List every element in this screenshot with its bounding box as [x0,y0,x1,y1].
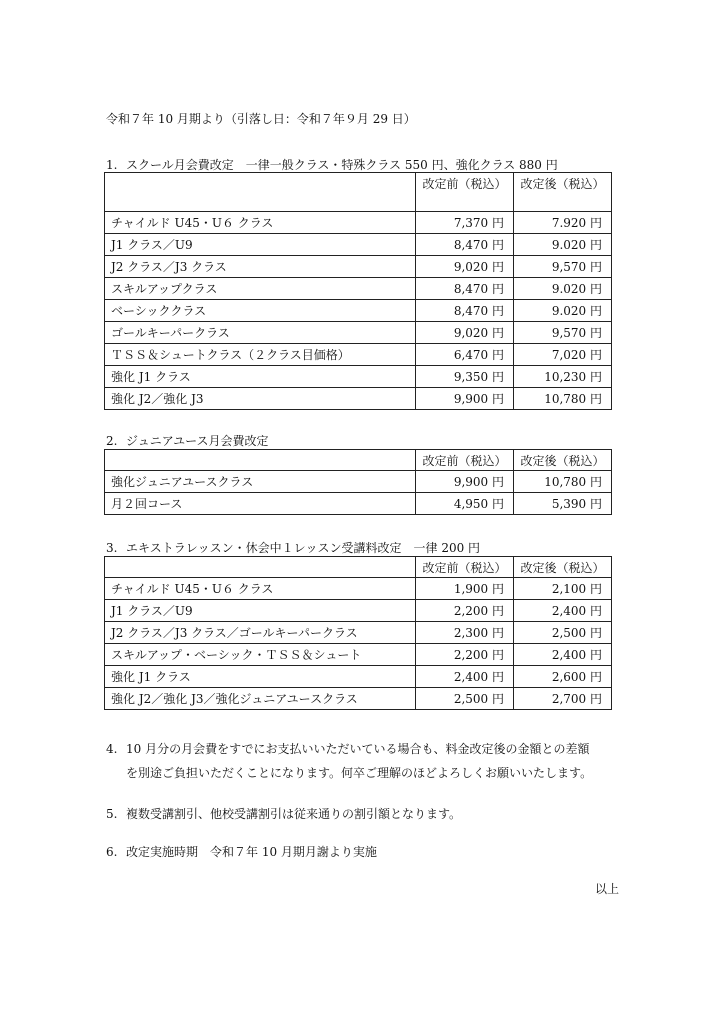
header-empty [105,557,416,578]
table-row [105,471,612,493]
table-row [105,688,612,710]
table-row [105,388,612,410]
fee-before: 8,470 円 [416,300,514,322]
class-name: ＴＳＳ＆シュートクラス（２クラス目価格） [105,344,416,366]
class-name: ゴールキーパークラス [105,322,416,344]
fee-after: 9,570 円 [514,256,612,278]
header-after: 改定後（税込） [514,450,612,471]
fee-after: 10,780 円 [514,388,612,410]
fee-after: 5,390 円 [514,493,612,515]
fee-after: 2,700 円 [514,688,612,710]
class-name: 月２回コース [105,493,416,515]
table-header-row [105,450,612,471]
fee-before: 9,900 円 [416,471,514,493]
class-name: J2 クラス／J3 クラス [105,256,416,278]
fee-after: 2,500 円 [514,622,612,644]
fee-before: 9,350 円 [416,366,514,388]
table-row [105,366,612,388]
header-before: 改定前（税込） [416,557,514,578]
section1-number: 1. [106,158,118,172]
table-row [105,212,612,234]
fee-before: 2,300 円 [416,622,514,644]
class-name: J1 クラス／U9 [105,234,416,256]
header-before: 改定前（税込） [416,450,514,471]
fee-before: 2,500 円 [416,688,514,710]
table-row [105,493,612,515]
table-row [105,600,612,622]
class-name: スキルアップクラス [105,278,416,300]
school-fee-table [104,172,612,410]
class-name: J2 クラス／J3 クラス／ゴールキーパークラス [105,622,416,644]
class-name: チャイルド U45・U６ クラス [105,212,416,234]
header-after: 改定後（税込） [514,173,612,212]
section5-text: 複数受講割引、他校受講割引は従来通りの割引額となります。 [126,807,462,821]
table-row [105,644,612,666]
table-row [105,322,612,344]
section6 [106,843,377,860]
class-name: 強化 J2／強化 J3／強化ジュニアユースクラス [105,688,416,710]
fee-after: 9.020 円 [514,300,612,322]
fee-after: 2,400 円 [514,644,612,666]
fee-after: 9.020 円 [514,234,612,256]
class-name: ベーシッククラス [105,300,416,322]
class-name: 強化 J1 クラス [105,666,416,688]
section2-number: 2. [106,434,118,448]
class-name: J1 クラス／U9 [105,600,416,622]
section1-title [106,156,558,173]
fee-before: 8,470 円 [416,278,514,300]
fee-before: 9,900 円 [416,388,514,410]
fee-after: 7,020 円 [514,344,612,366]
table-row [105,278,612,300]
section6-text: 改定実施時期 令和７年 10 月期月謝より実施 [126,845,377,859]
fee-before: 9,020 円 [416,256,514,278]
header-empty [105,173,416,212]
fee-after: 9,570 円 [514,322,612,344]
table-header-row [105,173,612,212]
section4-line1 [106,740,589,757]
table-row [105,256,612,278]
class-name: 強化ジュニアユースクラス [105,471,416,493]
fee-before: 4,950 円 [416,493,514,515]
intro-line: 令和７年 10 月期より（引落し日：令和７年９月 29 日） [106,112,416,126]
fee-after: 7.920 円 [514,212,612,234]
extra-lesson-fee-table [104,556,612,710]
fee-before: 9,020 円 [416,322,514,344]
fee-before: 6,470 円 [416,344,514,366]
class-name: チャイルド U45・U６ クラス [105,578,416,600]
junior-youth-fee-table [104,449,612,515]
section4-text1: 10 月分の月会費をすでにお支払いいただいている場合も、料金改定後の金額との差額 [126,742,590,756]
fee-before: 2,200 円 [416,600,514,622]
fee-before: 8,470 円 [416,234,514,256]
fee-after: 2,400 円 [514,600,612,622]
fee-before: 1,900 円 [416,578,514,600]
section2-title [106,432,269,449]
fee-after: 9.020 円 [514,278,612,300]
fee-after: 2,600 円 [514,666,612,688]
section4-number: 4. [106,742,118,756]
table-row [105,622,612,644]
section3-title [106,539,480,556]
table-header-row [105,557,612,578]
section4-line2 [106,764,592,781]
table-row [105,300,612,322]
header-before: 改定前（税込） [416,173,514,212]
fee-before: 7,370 円 [416,212,514,234]
closing-text: 以上 [595,882,620,896]
class-name: スキルアップ・ベーシック・ＴＳＳ＆シュート [105,644,416,666]
fee-after: 10,230 円 [514,366,612,388]
fee-before: 2,200 円 [416,644,514,666]
table-row [105,234,612,256]
section2-title-text: ジュニアユース月会費改定 [126,434,269,448]
section5-number: 5. [106,807,118,821]
class-name: 強化 J2／強化 J3 [105,388,416,410]
section3-title-text: エキストラレッスン・休会中１レッスン受講料改定 一律 200 円 [126,541,481,555]
section4-text2: を別途ご負担いただくことになります。何卒ご理解のほどよろしくお願いいたします。 [126,766,593,780]
table-row [105,344,612,366]
fee-after: 10,780 円 [514,471,612,493]
class-name: 強化 J1 クラス [105,366,416,388]
section6-number: 6. [106,845,118,859]
section5 [106,805,461,822]
section1-title-text: スクール月会費改定 一律一般クラス・特殊クラス 550 円、強化クラス 880 円 [126,158,558,172]
table-row [105,578,612,600]
section3-number: 3. [106,541,118,555]
table-row [105,666,612,688]
fee-after: 2,100 円 [514,578,612,600]
fee-before: 2,400 円 [416,666,514,688]
header-empty [105,450,416,471]
header-after: 改定後（税込） [514,557,612,578]
